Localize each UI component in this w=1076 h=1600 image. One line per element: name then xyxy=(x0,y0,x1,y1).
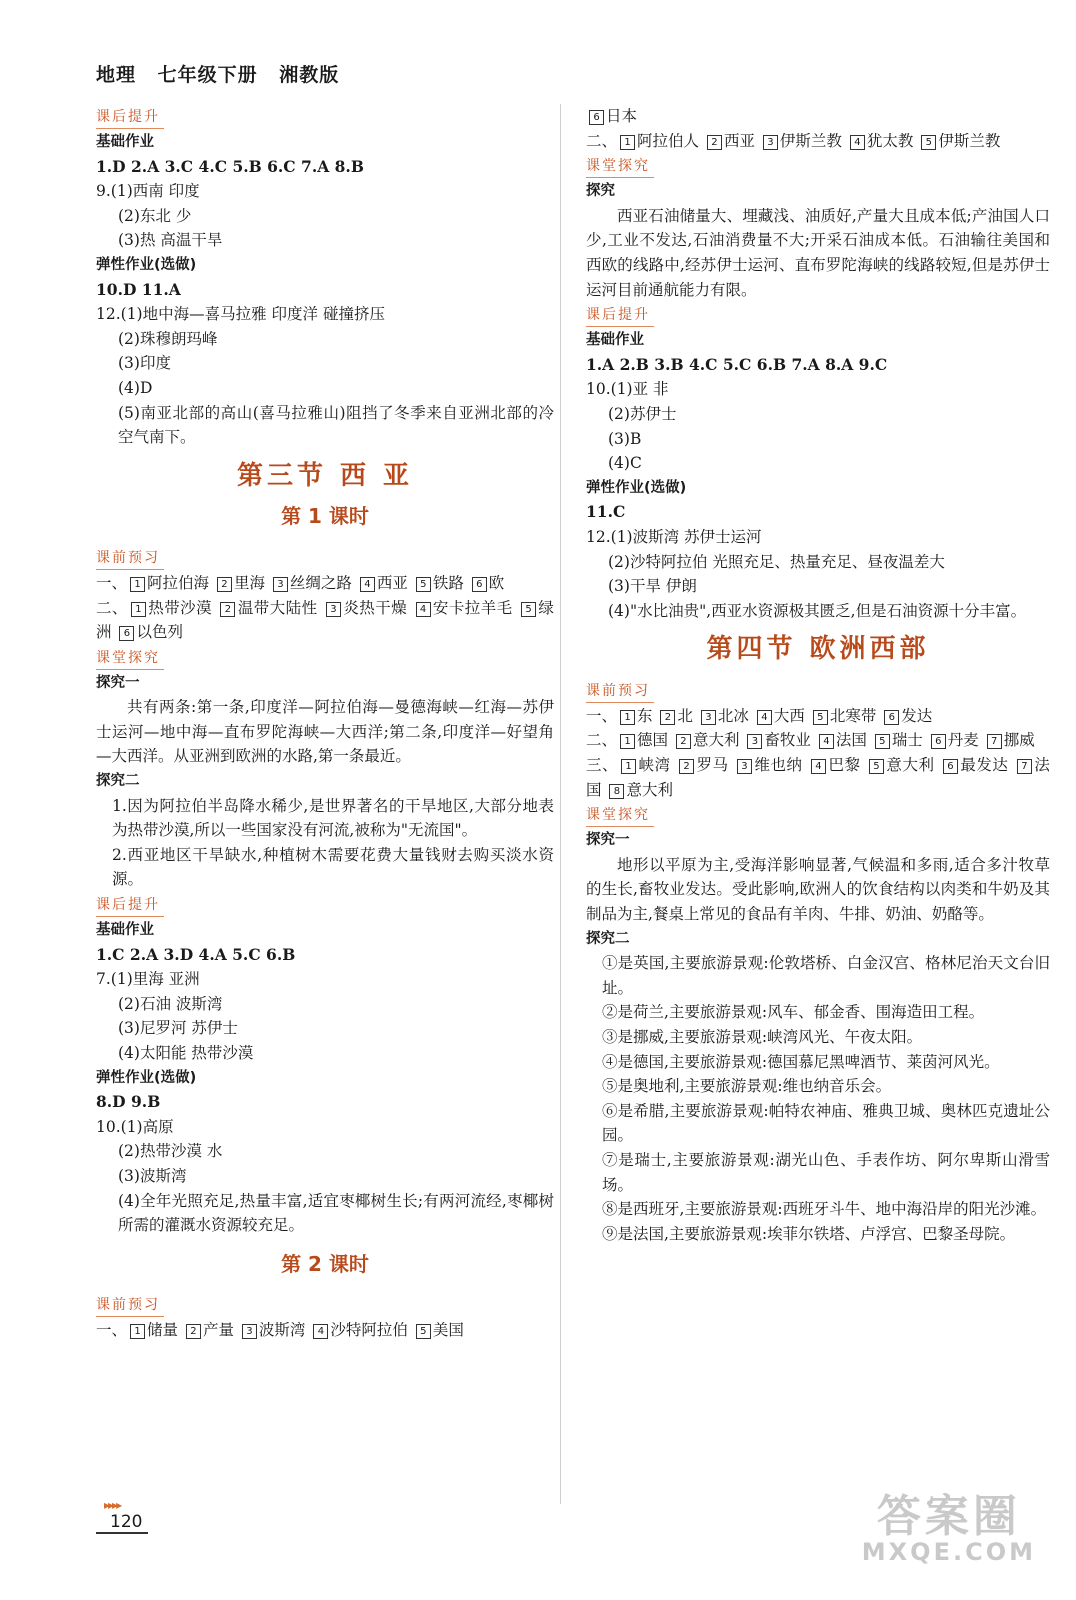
answer-line: (2)热带沙漠 水 xyxy=(118,1142,223,1161)
fill-answer: 以色列 xyxy=(136,623,183,642)
explore-label: 探究 xyxy=(586,183,615,200)
answer-paragraph: (4)全年光照充足,热量丰富,适宜枣椰树生长;有两河流经,枣椰树所需的灌溉水资源较充足。 xyxy=(118,1191,554,1235)
answer-line: (2)石油 波斯湾 xyxy=(118,994,223,1013)
explore-paragraph: 共有两条:第一条,印度洋—阿拉伯海—曼德海峡—红海—苏伊士运河—地中海—直布罗陀海峡—大西洋;第二条,印度洋—好望角—大西洋。从亚洲到欧洲的水路,第一条最近。 xyxy=(96,698,554,766)
page-number xyxy=(96,1498,148,1534)
fill-row: 6 日本 xyxy=(586,104,1050,129)
fill-answer: 伊斯兰教 xyxy=(779,131,842,150)
elastic-homework-label: 弹性作业(选做) xyxy=(586,479,687,496)
header-edition: 湘教版 xyxy=(279,64,340,86)
answer-line: 8.D 9.B xyxy=(96,1092,161,1112)
page-header xyxy=(96,60,353,87)
fill-row: 一、 1 阿拉伯海 2 里海 3 丝绸之路 4 西亚 5 铁路 6 欧 xyxy=(96,573,505,592)
row-prefix: 二、 xyxy=(586,731,618,750)
section-title: 第三节 西 亚 xyxy=(236,460,414,491)
fill-answer: 阿拉伯人 xyxy=(637,131,700,150)
fill-answer: 北寒带 xyxy=(829,706,877,725)
explore-item: ⑨是法国,主要旅游景观:埃菲尔铁塔、卢浮宫、巴黎圣母院。 xyxy=(602,1224,1016,1243)
fill-answer: 产量 xyxy=(202,1321,234,1340)
fill-answer: 大西 xyxy=(773,706,805,725)
fill-row: 二、 1 德国 2 意大利 3 畜牧业 4 法国 5 瑞士 6 丹麦 7 挪威 xyxy=(586,731,1035,750)
fill-answer: 美国 xyxy=(432,1321,464,1340)
answer-line: 12.(1)地中海—喜马拉雅 印度洋 碰撞挤压 xyxy=(96,305,385,324)
fill-answer: 西亚 xyxy=(376,573,408,592)
fill-answer: 温带大陆性 xyxy=(237,598,318,617)
right-column xyxy=(586,104,1050,1246)
fill-answer: 北冰 xyxy=(717,706,749,725)
row-prefix: 二、 xyxy=(96,598,128,617)
explore-item: ⑥是希腊,主要旅游景观:帕特农神庙、雅典卫城、奥林匹克遗址公园。 xyxy=(602,1101,1050,1145)
answer-line: 10.(1)亚 非 xyxy=(586,380,669,399)
row-prefix: 一、 xyxy=(96,1321,128,1340)
fill-answer: 安卡拉羊毛 xyxy=(432,598,513,617)
answer-line: (4)D xyxy=(118,378,153,397)
tag-pre-class: 课前预习 xyxy=(96,1295,164,1317)
explore-item: ③是挪威,主要旅游景观:峡湾风光、午夜太阳。 xyxy=(602,1028,923,1046)
explore-item: ⑤是奥地利,主要旅游景观:维也纳音乐会。 xyxy=(602,1077,892,1096)
fill-answer: 维也纳 xyxy=(753,756,803,775)
answer-line: 7.(1)里海 亚洲 xyxy=(96,970,200,989)
answer-line: (3)波斯湾 xyxy=(118,1166,187,1185)
fill-answer: 绿洲 xyxy=(96,598,554,642)
left-column xyxy=(96,104,554,1343)
fill-answer: 法国 xyxy=(586,756,1050,799)
fill-answer: 罗马 xyxy=(696,756,729,775)
explore-one-label: 探究一 xyxy=(96,674,140,691)
explore-item: ⑦是瑞士,主要旅游景观:湖光山色、手表作坊、阿尔卑斯山滑雪场。 xyxy=(602,1150,1050,1194)
fill-row: 一、 1 储量 2 产量 3 波斯湾 4 沙特阿拉伯 5 美国 xyxy=(96,1321,464,1340)
fill-answer: 沙特阿拉伯 xyxy=(330,1321,408,1340)
watermark xyxy=(862,1480,1036,1566)
answer-line: (3)干旱 伊朗 xyxy=(608,577,697,596)
fill-answer: 伊斯兰教 xyxy=(938,131,1001,150)
elastic-homework-label: 弹性作业(选做) xyxy=(96,256,197,273)
fill-answer: 西亚 xyxy=(723,131,755,150)
tag-in-class: 课堂探究 xyxy=(586,805,654,827)
fill-answer: 犹太教 xyxy=(866,131,914,150)
answer-line: 10.D 11.A xyxy=(96,279,181,299)
answer-line: 12.(1)波斯湾 苏伊士运河 xyxy=(586,527,762,546)
answer-line: (4)太阳能 热带沙漠 xyxy=(118,1044,254,1062)
header-grade: 七年级下册 xyxy=(157,64,258,86)
tag-after-class: 课后提升 xyxy=(586,305,654,327)
fill-answer: 储量 xyxy=(147,1321,179,1340)
tag-pre-class: 课前预习 xyxy=(96,548,164,570)
answer-line: (3)B xyxy=(608,429,642,448)
row-prefix: 一、 xyxy=(586,706,618,725)
explore-paragraph: 西亚石油储量大、埋藏浅、油质好,产量大且成本低;产油国人口少,工业不发达,石油消费量不大;开采石油成本低。石油输往美国和西欧的线路中,经苏伊士运河、直布罗陀海峡的线路较短,但是苏伊士运河目前通航能力有限。 xyxy=(586,206,1050,299)
lesson-title: 第 2 课时 xyxy=(281,1251,369,1276)
fill-answer: 发达 xyxy=(901,706,933,725)
tag-in-class: 课堂探究 xyxy=(586,156,654,178)
row-prefix: 三、 xyxy=(586,756,619,775)
basic-homework-label: 基础作业 xyxy=(96,134,154,150)
header-subject: 地理 xyxy=(96,64,137,86)
explore-item: ④是德国,主要旅游景观:德国慕尼黑啤酒节、莱茵河风光。 xyxy=(602,1052,1000,1071)
answer-line: (2)沙特阿拉伯 光照充足、热量充足、昼夜温差大 xyxy=(608,552,945,571)
fill-answer: 波斯湾 xyxy=(258,1321,306,1340)
fill-answer: 东 xyxy=(637,706,653,725)
explore-paragraph: 地形以平原为主,受海洋影响显著,气候温和多雨,适合多汁牧草的生长,畜牧业发达。受此影响,欧洲人的饮食结构以肉类和牛奶及其制品为主,餐桌上常见的食品有羊肉、牛排、奶油、奶酪等。 xyxy=(586,855,1050,924)
fill-answer: 德国 xyxy=(637,731,669,750)
answer-paragraph: (5)南亚北部的高山(喜马拉雅山)阻挡了冬季来自亚洲北部的冷空气南下。 xyxy=(118,403,554,447)
column-divider xyxy=(560,104,561,1504)
answer-paragraph: (4)"水比油贵",西亚水资源极其匮乏,但是石油资源十分丰富。 xyxy=(608,601,1027,620)
answer-line: (2)珠穆朗玛峰 xyxy=(118,329,218,348)
fill-answer: 欧 xyxy=(488,573,505,592)
row-prefix: 一、 xyxy=(96,573,128,592)
fill-answer: 阿拉伯海 xyxy=(147,573,210,592)
fill-answer: 巴黎 xyxy=(827,756,861,775)
tag-after-class: 课后提升 xyxy=(96,895,164,917)
fill-answer: 丹麦 xyxy=(947,731,979,750)
fill-answer: 北 xyxy=(677,706,693,725)
fill-answer: 最发达 xyxy=(959,756,1009,775)
fill-answer: 里海 xyxy=(233,573,265,592)
answer-line: (2)东北 少 xyxy=(118,206,192,225)
lesson-title: 第 1 课时 xyxy=(281,504,369,529)
row-prefix: 二、 xyxy=(586,131,618,150)
fill-row: 二、 1 热带沙漠 2 温带大陆性 3 炎热干燥 4 安卡拉羊毛 5 绿洲 6 以色列 xyxy=(96,598,554,642)
fill-answer: 意大利 xyxy=(692,731,740,750)
fill-answer: 铁路 xyxy=(432,573,464,592)
answer-line: (3)印度 xyxy=(118,354,171,373)
basic-homework-label: 基础作业 xyxy=(586,332,644,349)
fill-answer: 热带沙漠 xyxy=(147,598,213,617)
arrow-icon: ▸▸▸▸ xyxy=(104,1498,121,1512)
fill-answer: 瑞士 xyxy=(891,731,923,750)
answer-line: (3)热 高温干旱 xyxy=(118,231,223,250)
tag-after-class: 课后提升 xyxy=(96,107,164,129)
fill-row: 一、 1 东 2 北 3 北冰 4 大西 5 北寒带 6 发达 xyxy=(586,706,933,725)
answer-line: 9.(1)西南 印度 xyxy=(96,182,200,201)
fill-answer: 意大利 xyxy=(626,780,673,799)
tag-in-class: 课堂探究 xyxy=(96,648,164,670)
fill-answer: 丝绸之路 xyxy=(289,573,352,592)
fill-answer: 畜牧业 xyxy=(764,731,811,750)
fill-answer: 日本 xyxy=(606,107,638,125)
explore-item: ②是荷兰,主要旅游景观:风车、郁金香、围海造田工程。 xyxy=(602,1003,985,1022)
explore-item: ⑧是西班牙,主要旅游景观:西班牙斗牛、地中海沿岸的阳光沙滩。 xyxy=(602,1200,1047,1219)
explore-two-label: 探究二 xyxy=(586,930,630,947)
explore-one-label: 探究一 xyxy=(586,832,630,849)
explore-paragraph: 2.西亚地区干旱缺水,种植树木需要花费大量钱财去购买淡水资源。 xyxy=(112,845,554,889)
elastic-homework-label: 弹性作业(选做) xyxy=(96,1069,197,1086)
fill-answer: 峡湾 xyxy=(638,756,671,775)
fill-answer: 意大利 xyxy=(885,756,935,775)
basic-homework-label: 基础作业 xyxy=(96,922,154,939)
explore-two-label: 探究二 xyxy=(96,773,140,790)
answer-line: (4)C xyxy=(608,454,642,473)
fill-answer: 法国 xyxy=(835,731,867,750)
answer-line: 1.A 2.B 3.B 4.C 5.C 6.B 7.A 8.A 9.C xyxy=(586,354,888,374)
explore-paragraph: 1.因为阿拉伯半岛降水稀少,是世界著名的干旱地区,大部分地表为热带沙漠,所以一些国家没有河流,被称为"无流国"。 xyxy=(112,796,554,840)
section-title: 第四节 欧洲西部 xyxy=(706,634,930,665)
fill-row: 二、 1 阿拉伯人 2 西亚 3 伊斯兰教 4 犹太教 5 伊斯兰教 xyxy=(586,131,1001,150)
answer-line: (2)苏伊士 xyxy=(608,404,677,423)
answer-line: 1.C 2.A 3.D 4.A 5.C 6.B xyxy=(96,944,296,964)
watermark-url: MXQE.COM xyxy=(861,1538,1036,1566)
fill-answer: 挪威 xyxy=(1003,731,1035,750)
tag-pre-class: 课前预习 xyxy=(586,681,654,703)
page-number-text: 120 xyxy=(110,1512,143,1532)
fill-answer: 炎热干燥 xyxy=(342,598,408,617)
answer-line: 10.(1)高原 xyxy=(96,1117,174,1136)
answer-line: (3)尼罗河 苏伊士 xyxy=(118,1019,238,1038)
explore-item: ①是英国,主要旅游景观:伦敦塔桥、白金汉宫、格林尼治天文台旧址。 xyxy=(602,954,1050,997)
answer-line: 1.D 2.A 3.C 4.C 5.B 6.C 7.A 8.B xyxy=(96,156,364,176)
answer-line: 11.C xyxy=(586,502,626,522)
watermark-logo: 答案圈 xyxy=(876,1491,1021,1542)
fill-row: 三、 1 峡湾 2 罗马 3 维也纳 4 巴黎 5 意大利 6 最发达 7 法国 8 意大利 xyxy=(586,756,1050,799)
